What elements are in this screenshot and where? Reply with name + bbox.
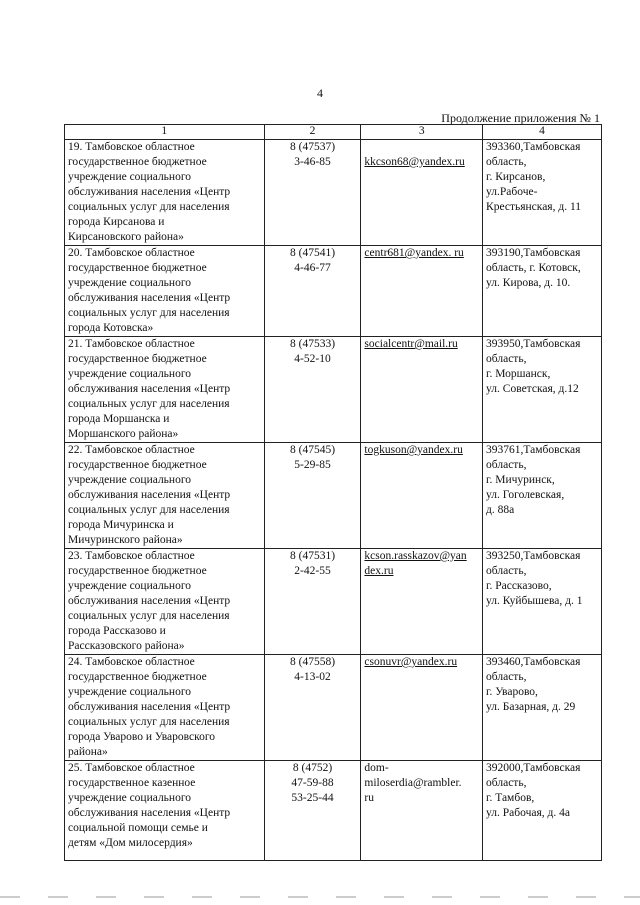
scan-artifact-line: [0, 896, 640, 898]
column-header-1: 1: [65, 125, 265, 140]
page-number: 4: [317, 86, 323, 100]
phone-cell: 8 (47545) 5-29-85: [264, 443, 361, 549]
institution-name: 22. Тамбовское областное государственное бюджетное учреждение социального обслуживания населения «Центр социальных услуг для населения города Мичуринска и Мичуринского района»: [65, 443, 265, 549]
table-row: [65, 549, 602, 655]
address-cell: 393250,Тамбовская область, г. Рассказово, ул. Куйбышева, д. 1: [483, 549, 602, 655]
email-cell: [361, 246, 483, 337]
column-header-3: 3: [361, 125, 483, 140]
email-cell: [361, 655, 483, 761]
email-link[interactable]: centr681@yandex. ru: [364, 247, 464, 259]
institution-name: 25. Тамбовское областное государственное казенное учреждение социального обслуживания населения «Центр социальной помощи семье и детям «Дом милосердия»: [65, 761, 265, 861]
column-header-2: 2: [264, 125, 361, 140]
address-cell: 393460,Тамбовская область, г. Уварово, ул. Базарная, д. 29: [483, 655, 602, 761]
table-row: [65, 655, 602, 761]
table-row: [65, 443, 602, 549]
phone-cell: 8 (47533) 4-52-10: [264, 337, 361, 443]
table-row: [65, 246, 602, 337]
address-cell: 393950,Тамбовская область, г. Моршанск, ул. Советская, д.12: [483, 337, 602, 443]
column-header-4: 4: [483, 125, 602, 140]
email-link[interactable]: csonuvr@yandex.ru: [364, 656, 458, 668]
email-link[interactable]: kcson.rasskazov@yan dex.ru: [364, 550, 467, 577]
table-header-row: [65, 125, 602, 140]
email-cell: [361, 337, 483, 443]
institution-name: 19. Тамбовское областное государственное бюджетное учреждение социального обслуживания населения «Центр социальных услуг для населения города Кирсанова и Кирсановского района»: [65, 140, 265, 246]
address-cell: 393360,Тамбовская область, г. Кирсанов, ул.Рабоче- Крестьянская, д. 11: [483, 140, 602, 246]
email-cell: [361, 443, 483, 549]
phone-cell: 8 (47531) 2-42-55: [264, 549, 361, 655]
address-cell: 393761,Тамбовская область, г. Мичуринск, ул. Гоголевская, д. 88а: [483, 443, 602, 549]
email-link[interactable]: kkcson68@yandex.ru: [364, 156, 465, 168]
institution-name: 24. Тамбовское областное государственное бюджетное учреждение социального обслуживания населения «Центр социальных услуг для населения города Уварово и Уваровского района»: [65, 655, 265, 761]
address-cell: 393190,Тамбовская область, г. Котовск, ул. Кирова, д. 10.: [483, 246, 602, 337]
institution-name: 23. Тамбовское областное государственное бюджетное учреждение социального обслуживания населения «Центр социальных услуг для населения города Рассказово и Рассказовского района»: [65, 549, 265, 655]
email-cell: [361, 761, 483, 861]
email-link[interactable]: dom- miloserdia@rambler. ru: [364, 762, 462, 804]
email-cell: [361, 549, 483, 655]
email-link[interactable]: togkuson@yandex.ru: [364, 444, 463, 456]
institution-name: 21. Тамбовское областное государственное бюджетное учреждение социального обслуживания населения «Центр социальных услуг для населения города Моршанска и Моршанского района»: [65, 337, 265, 443]
address-cell: 392000,Тамбовская область, г. Тамбов, ул. Рабочая, д. 4а: [483, 761, 602, 861]
email-cell: [361, 140, 483, 246]
institutions-table: [64, 124, 602, 861]
phone-cell: 8 (47537) 3-46-85: [264, 140, 361, 246]
table-row: [65, 140, 602, 246]
table-row: [65, 761, 602, 861]
appendix-continuation-label: Продолжение приложения № 1: [441, 111, 600, 125]
phone-cell: 8 (47558) 4-13-02: [264, 655, 361, 761]
table-row: [65, 337, 602, 443]
phone-cell: 8 (47541) 4-46-77: [264, 246, 361, 337]
email-link[interactable]: socialcentr@mail.ru: [364, 338, 458, 350]
institution-name: 20. Тамбовское областное государственное бюджетное учреждение социального обслуживания населения «Центр социальных услуг для населения города Котовска»: [65, 246, 265, 337]
phone-cell: 8 (4752) 47-59-88 53-25-44: [264, 761, 361, 861]
